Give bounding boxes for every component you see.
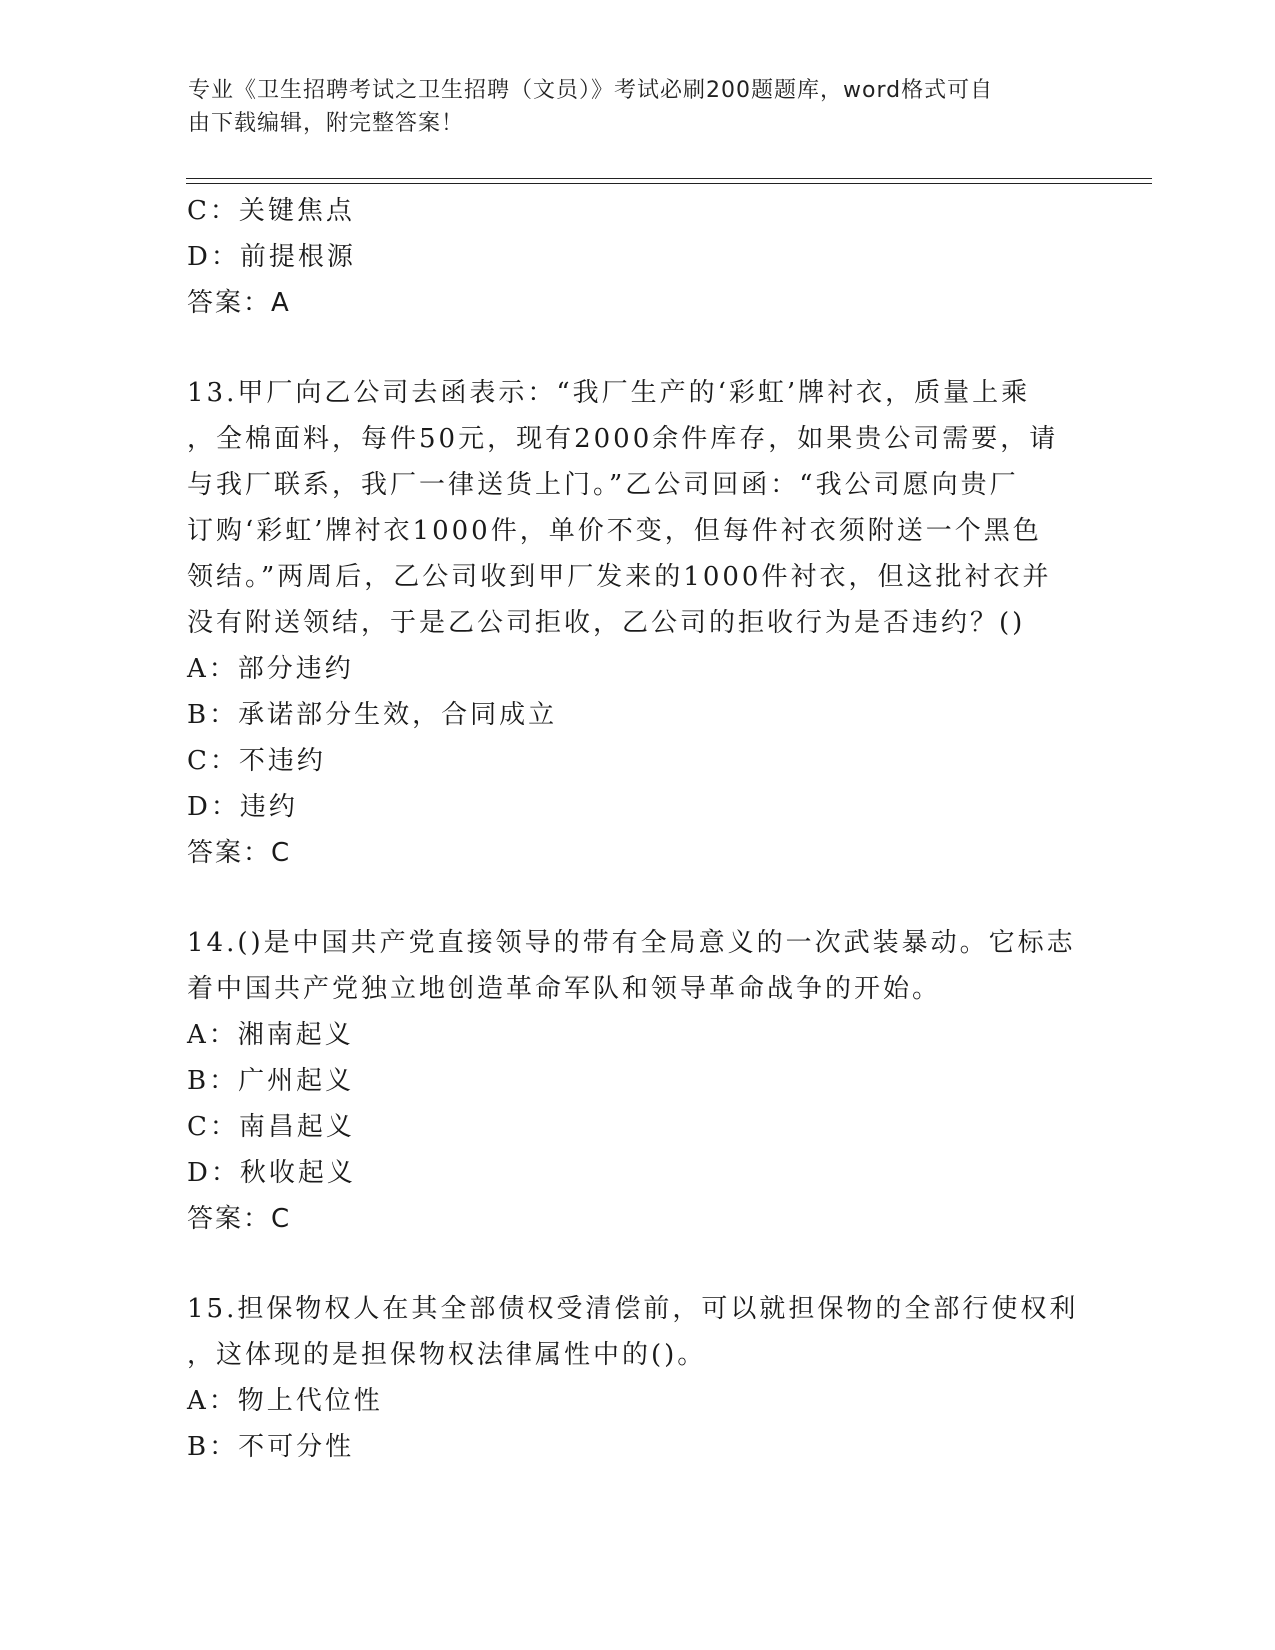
question-14-line: 14.()是中国共产党直接领导的带有全局意义的一次武装暴动。它标志: [187, 928, 1076, 958]
q14-option-d: D：秋收起义: [187, 1158, 356, 1188]
q13-option-c: C：不违约: [187, 746, 326, 776]
document-header: [188, 74, 1088, 140]
question-15-line: ，这体现的是担保物权法律属性中的()。: [187, 1340, 707, 1370]
q15-option-b: B：不可分性: [187, 1432, 355, 1462]
question-13-line: 13.甲厂向乙公司去函表示：“我厂生产的‘彩虹’牌衬衣，质量上乘: [187, 378, 1031, 408]
q14-answer: 答案：C: [187, 1204, 292, 1234]
header-divider-top: [186, 178, 1152, 179]
q13-option-b: B：承诺部分生效，合同成立: [187, 700, 558, 730]
question-15-line: 15.担保物权人在其全部债权受清偿前，可以就担保物的全部行使权利: [187, 1294, 1079, 1324]
question-13-line: 领结。”两周后，乙公司收到甲厂发来的1000件衬衣，但这批衬衣并: [187, 562, 1052, 592]
q13-answer: 答案：C: [187, 838, 292, 868]
q13-option-d: D：违约: [187, 792, 298, 822]
q13-option-a: A：部分违约: [187, 654, 354, 684]
header-line-1: 专业《卫生招聘考试之卫生招聘（文员）》考试必刷200题题库，word格式可自: [188, 78, 994, 103]
question-13-line: 没有附送领结，于是乙公司拒收，乙公司的拒收行为是否违约？(): [187, 608, 1026, 638]
header-line-2: 由下载编辑，附完整答案！: [188, 111, 465, 136]
question-13-line: 订购‘彩虹’牌衬衣1000件，单价不变，但每件衬衣须附送一个黑色: [187, 516, 1042, 546]
question-content: [187, 188, 1087, 1470]
option-d: D：前提根源: [187, 242, 356, 272]
q15-option-a: A：物上代位性: [187, 1386, 383, 1416]
question-13-line: ，全棉面料，每件50元，现有2000余件库存，如果贵公司需要，请: [187, 424, 1059, 454]
option-c: C：关键焦点: [187, 196, 355, 226]
question-14-line: 着中国共产党独立地创造革命军队和领导革命战争的开始。: [187, 974, 942, 1004]
q14-option-b: B：广州起义: [187, 1066, 355, 1096]
answer-line: 答案：A: [187, 288, 291, 318]
header-divider-bottom: [186, 183, 1152, 184]
q14-option-a: A：湘南起义: [187, 1020, 354, 1050]
q14-option-c: C：南昌起义: [187, 1112, 355, 1142]
question-13-line: 与我厂联系，我厂一律送货上门。”乙公司回函：“我公司愿向贵厂: [187, 470, 1019, 500]
